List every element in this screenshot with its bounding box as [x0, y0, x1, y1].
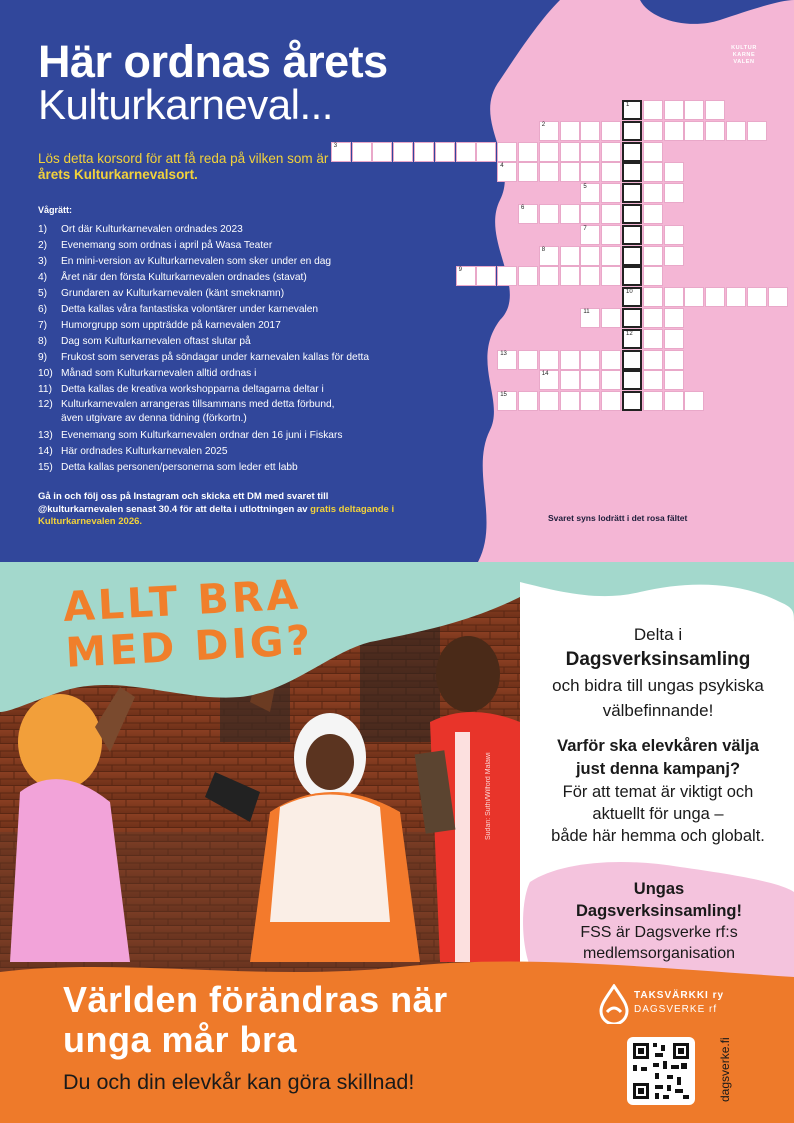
- answer-cell[interactable]: [622, 329, 642, 349]
- clue-number: 15): [38, 462, 53, 473]
- org-name-fi: [634, 990, 724, 1001]
- grid-cell[interactable]: [518, 204, 538, 224]
- org-name-sv: [634, 1004, 717, 1015]
- grid-cell[interactable]: [664, 308, 684, 328]
- grid-cell[interactable]: [414, 142, 434, 162]
- grid-cell[interactable]: [352, 142, 372, 162]
- clue-text: Året när den första Kulturkarnevalen ordnades (stavat): [61, 272, 307, 283]
- grid-cell[interactable]: [580, 246, 600, 266]
- clue-text: Evenemang som Kulturkarnevalen ordnar den 16 juni i Fiskars: [61, 430, 343, 441]
- grid-cell[interactable]: [539, 142, 559, 162]
- grid-cell[interactable]: [664, 350, 684, 370]
- org-name-sv-bold: DAGSVERKE: [634, 1004, 706, 1015]
- grid-cell[interactable]: [601, 204, 621, 224]
- slogan: [63, 980, 563, 1060]
- grid-cell[interactable]: [393, 142, 413, 162]
- grid-number: 15: [500, 392, 507, 399]
- grid-cell[interactable]: [580, 350, 600, 370]
- grid-cell[interactable]: [435, 142, 455, 162]
- logo-line: KARNE: [732, 52, 756, 58]
- grid-cell[interactable]: [643, 204, 663, 224]
- answer-cell[interactable]: [622, 308, 642, 328]
- answer-cell[interactable]: [622, 350, 642, 370]
- headline-line: ALLT BRA: [61, 570, 303, 631]
- grid-number: 3: [333, 142, 338, 149]
- clue-text: Humorgrupp som uppträdde på karnevalen 2017: [61, 320, 281, 331]
- answer-cell[interactable]: [622, 204, 642, 224]
- grid-cell[interactable]: [580, 121, 600, 141]
- clue-number: 14): [38, 446, 53, 457]
- grid-cell[interactable]: [643, 370, 663, 390]
- campaign-section: [0, 562, 794, 1123]
- grid-cell[interactable]: [539, 121, 559, 141]
- grid-number: 1: [626, 102, 630, 108]
- question-text: just denna kampanj?: [575, 760, 741, 778]
- org-name-fi-bold: TAKSVÄRKKI: [634, 990, 709, 1001]
- clue-number: 13): [38, 430, 53, 441]
- grid-cell[interactable]: [664, 121, 684, 141]
- grid-cell[interactable]: [664, 391, 684, 411]
- subline: Du och din elevkår kan göra skillnad!: [63, 1070, 415, 1094]
- grid-cell[interactable]: [684, 100, 704, 120]
- org-name-fi-suffix: ry: [708, 990, 725, 1001]
- slogan-line: Världen förändras när: [63, 979, 448, 1020]
- campaign-name: Dagsverksinsamling: [565, 649, 751, 670]
- grid-cell[interactable]: [643, 266, 663, 286]
- bidra-text: välbefinnande!: [602, 701, 714, 720]
- answer-text: För att temat är viktigt och: [562, 783, 754, 801]
- grid-cell[interactable]: [518, 162, 538, 182]
- clue-number: 10): [38, 368, 53, 379]
- campaign-info: [536, 622, 780, 847]
- clue-text: En mini-version av Kulturkarnevalen som sker under en dag: [61, 256, 332, 267]
- grid-cell[interactable]: [601, 308, 621, 328]
- grid-cell[interactable]: [580, 162, 600, 182]
- grid-cell[interactable]: [643, 225, 663, 245]
- grid-cell[interactable]: [726, 287, 746, 307]
- grid-cell[interactable]: [476, 142, 496, 162]
- photo-credit: Sudan: Suthi/Wilford Malawi: [485, 752, 492, 840]
- grid-cell[interactable]: [601, 225, 621, 245]
- grid-cell[interactable]: [518, 350, 538, 370]
- grid-cell[interactable]: [539, 246, 559, 266]
- grid-cell[interactable]: [539, 350, 559, 370]
- grid-cell[interactable]: [518, 391, 538, 411]
- answer-cell[interactable]: [622, 391, 642, 411]
- bidra-text: och bidra till ungas psykiska: [552, 676, 764, 695]
- grid-number: 11: [583, 309, 590, 315]
- grid-cell[interactable]: [643, 391, 663, 411]
- clue-text: Evenemang som ordnas i april på Wasa Teater: [61, 240, 273, 251]
- grid-cell[interactable]: [705, 121, 725, 141]
- grid-cell[interactable]: [539, 370, 559, 390]
- grid-cell[interactable]: [497, 391, 517, 411]
- grid-cell[interactable]: [497, 142, 517, 162]
- website-link[interactable]: dagsverke.fi: [718, 1037, 732, 1102]
- grid-cell[interactable]: [664, 183, 684, 203]
- dagsverke-logo: [598, 982, 738, 1026]
- clue-text: Här ordnades Kulturkarnevalen 2025: [61, 446, 228, 457]
- clue-text: Detta kallas de kreativa workshopparna deltagarna deltar i: [61, 384, 324, 395]
- grid-cell[interactable]: [601, 183, 621, 203]
- grid-cell[interactable]: [580, 183, 600, 203]
- delta-text: Delta i: [633, 625, 683, 644]
- grid-cell[interactable]: [539, 162, 559, 182]
- grid-number: 9: [458, 267, 462, 274]
- grid-cell[interactable]: [726, 121, 746, 141]
- grid-cell[interactable]: [643, 183, 663, 203]
- grid-cell[interactable]: [747, 287, 767, 307]
- page-title: Här ordnas årets: [38, 36, 388, 87]
- grid-cell[interactable]: [643, 329, 663, 349]
- grid-cell[interactable]: [539, 391, 559, 411]
- grid-cell[interactable]: [331, 142, 351, 162]
- grid-number: 14: [541, 371, 549, 378]
- grid-cell[interactable]: [580, 142, 600, 162]
- clue-number: 6): [38, 304, 48, 315]
- clue-number: 4): [38, 272, 48, 283]
- answer-text: aktuellt för unga –: [592, 805, 724, 823]
- grid-cell[interactable]: [664, 329, 684, 349]
- grid-cell[interactable]: [580, 370, 600, 390]
- grid-cell[interactable]: [560, 204, 580, 224]
- clue-text: Frukost som serveras på söndagar under karnevalen kallas för detta: [61, 352, 370, 363]
- grid-cell[interactable]: [643, 246, 663, 266]
- clue-text: Detta kallas våra fantastiska volontärer under karnevalen: [61, 304, 319, 315]
- grid-cell[interactable]: [601, 162, 621, 182]
- clue-text-line: även utgivare av denna tidning (förkortn.): [61, 413, 247, 424]
- grid-cell[interactable]: [705, 287, 725, 307]
- grid-cell[interactable]: [643, 121, 663, 141]
- grid-cell[interactable]: [497, 162, 517, 182]
- qr-code-icon: [627, 1037, 695, 1105]
- answer-cell[interactable]: [622, 183, 642, 203]
- grid-cell[interactable]: [643, 308, 663, 328]
- answer-cell[interactable]: [622, 370, 642, 390]
- grid-cell[interactable]: [539, 266, 559, 286]
- answer-cell[interactable]: [622, 246, 642, 266]
- grid-cell[interactable]: [643, 162, 663, 182]
- grid-cell[interactable]: [580, 204, 600, 224]
- grid-cell[interactable]: [643, 142, 663, 162]
- grid-cell[interactable]: [560, 391, 580, 411]
- grid-cell[interactable]: [747, 121, 767, 141]
- page-title-sub: Kulturkarneval...: [38, 81, 333, 128]
- answer-cell[interactable]: [622, 162, 642, 182]
- clue-number: 8): [38, 336, 48, 347]
- grid-number: 2: [541, 121, 546, 128]
- grid-cell[interactable]: [560, 266, 580, 286]
- clue-number: 5): [38, 288, 48, 299]
- answer-cell[interactable]: [622, 100, 642, 120]
- grid-number: 4: [500, 163, 504, 170]
- grid-cell[interactable]: [497, 350, 517, 370]
- clue-text-line: Kulturkarnevalen arrangeras tillsammans med detta förbund,: [61, 399, 335, 410]
- clue-text: Detta kallas personen/personerna som leder ett labb: [61, 462, 298, 473]
- headline-line: MED DIG?: [64, 615, 315, 677]
- clue-text: Månad som Kulturkarnevalen alltid ordnas i: [61, 368, 257, 379]
- clue-number: 3): [38, 256, 48, 267]
- grid-cell[interactable]: [560, 246, 580, 266]
- clue-text: Dag som Kulturkarnevalen oftast slutar på: [61, 336, 251, 347]
- grid-cell[interactable]: [560, 350, 580, 370]
- clues-heading: Vågrätt:: [38, 205, 73, 215]
- answer-text: både här hemma och globalt.: [551, 827, 765, 845]
- grid-cell[interactable]: [768, 287, 788, 307]
- grid-cell[interactable]: [518, 266, 538, 286]
- outro-text: Gå in och följ oss på Instagram och skicka ett DM med svaret till @kulturkarnevalen senast 30.4 för att delta i utlottningen av: [38, 491, 329, 515]
- grid-cell[interactable]: [372, 142, 392, 162]
- answer-cell[interactable]: [622, 121, 642, 141]
- answer-cell[interactable]: [622, 142, 642, 162]
- grid-number: 6: [521, 205, 525, 211]
- clue-number: 12): [38, 399, 53, 410]
- member-info: [545, 878, 773, 964]
- grid-cell[interactable]: [601, 391, 621, 411]
- grid-number: 5: [583, 184, 587, 191]
- grid-cell[interactable]: [664, 225, 684, 245]
- answer-cell[interactable]: [622, 287, 642, 307]
- clue-number: 9): [38, 352, 48, 363]
- grid-cell[interactable]: [601, 246, 621, 266]
- grid-number: 7: [583, 225, 587, 232]
- grid-cell[interactable]: [580, 308, 600, 328]
- grid-cell[interactable]: [560, 162, 580, 182]
- grid-number: 12: [626, 330, 633, 337]
- org-name-sv-suffix: rf: [705, 1004, 718, 1015]
- answer-note: Svaret syns lodrätt i det rosa fältet: [548, 513, 688, 523]
- grid-cell[interactable]: [580, 391, 600, 411]
- grid-cell[interactable]: [456, 142, 476, 162]
- ungas-text: Dagsverksinsamling!: [576, 902, 742, 920]
- grid-cell[interactable]: [560, 121, 580, 141]
- grid-cell[interactable]: [580, 225, 600, 245]
- outro-highlight: gratis deltagande i Kulturkarnevalen 2026.: [38, 503, 395, 527]
- grid-cell[interactable]: [643, 287, 663, 307]
- intro-text: Lös detta korsord för att få reda på vilken som är: [38, 151, 329, 166]
- grid-number: 10: [626, 289, 633, 296]
- grid-number: 8: [541, 246, 546, 253]
- slogan-line: unga mår bra: [63, 1019, 298, 1060]
- campaign-headline: [62, 571, 316, 676]
- grid-cell[interactable]: [601, 142, 621, 162]
- grid-cell[interactable]: [601, 121, 621, 141]
- grid-cell[interactable]: [664, 246, 684, 266]
- ungas-text: Ungas: [633, 880, 685, 898]
- grid-cell[interactable]: [560, 370, 580, 390]
- grid-cell[interactable]: [476, 266, 496, 286]
- grid-cell[interactable]: [601, 370, 621, 390]
- logo-line: KULTUR: [731, 45, 757, 51]
- drop-icon: [598, 984, 630, 1024]
- grid-cell[interactable]: [705, 100, 725, 120]
- clue-number: 11): [38, 384, 52, 395]
- clue-text: Ort där Kulturkarnevalen ordnades 2023: [61, 224, 243, 235]
- grid-cell[interactable]: [684, 287, 704, 307]
- clue-number: 2): [38, 240, 48, 251]
- qr-code[interactable]: [627, 1037, 695, 1105]
- intro-bold: årets Kulturkarnevalsort.: [38, 167, 198, 182]
- fss-text: medlemsorganisation: [582, 945, 736, 962]
- grid-cell[interactable]: [664, 100, 684, 120]
- grid-cell[interactable]: [643, 350, 663, 370]
- grid-cell[interactable]: [539, 204, 559, 224]
- grid-cell[interactable]: [580, 266, 600, 286]
- grid-cell[interactable]: [664, 287, 684, 307]
- grid-cell[interactable]: [601, 350, 621, 370]
- clue-number: 1): [38, 224, 48, 235]
- clue-number: 7): [38, 320, 48, 331]
- grid-cell[interactable]: [518, 142, 538, 162]
- grid-cell[interactable]: [664, 370, 684, 390]
- grid-cell[interactable]: [664, 162, 684, 182]
- question-text: Varför ska elevkåren välja: [557, 737, 759, 755]
- grid-cell[interactable]: [560, 142, 580, 162]
- grid-cell[interactable]: [684, 391, 704, 411]
- logo-line: VALEN: [733, 59, 755, 65]
- grid-cell[interactable]: [643, 100, 663, 120]
- clue-text: Grundaren av Kulturkarnevalen (känt smeknamn): [61, 288, 285, 299]
- answer-cell[interactable]: [622, 266, 642, 286]
- grid-cell[interactable]: [456, 266, 476, 286]
- grid-cell[interactable]: [684, 121, 704, 141]
- fss-text: FSS är Dagsverke rf:s: [580, 924, 738, 941]
- grid-number: 13: [500, 350, 507, 357]
- grid-cell[interactable]: [497, 266, 517, 286]
- grid-cell[interactable]: [601, 266, 621, 286]
- answer-cell[interactable]: [622, 225, 642, 245]
